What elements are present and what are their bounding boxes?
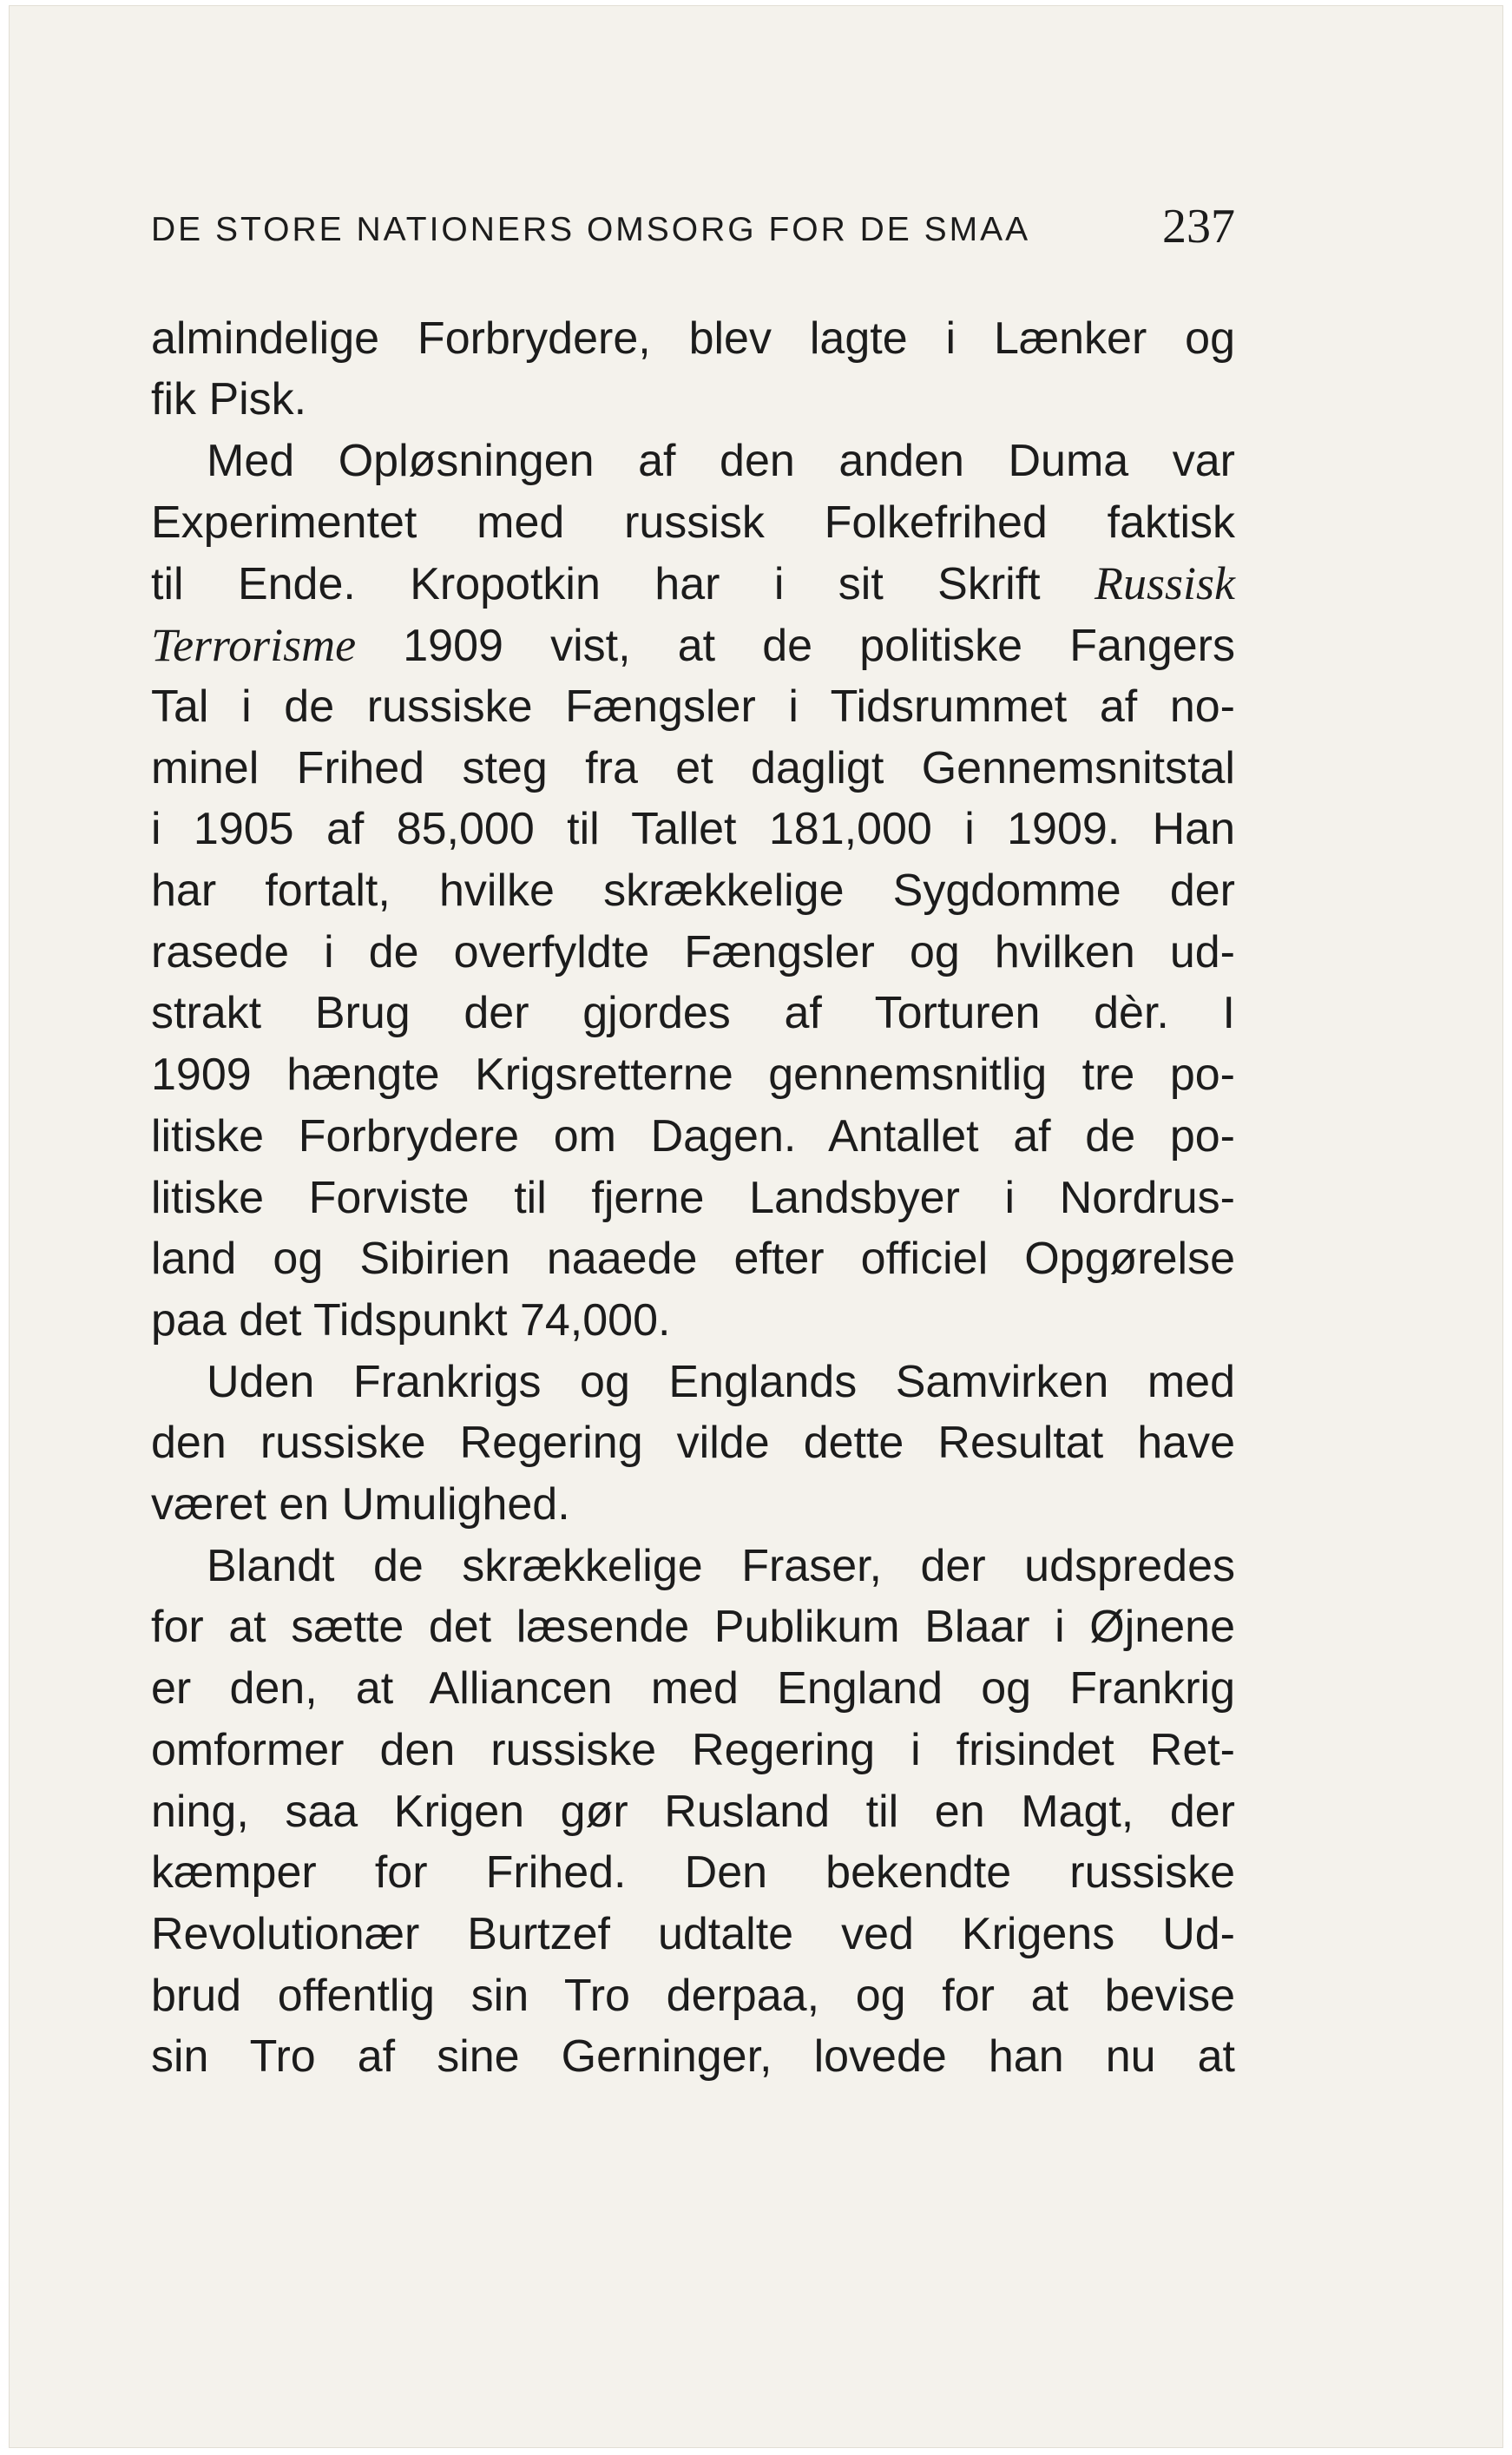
- text-line: litiske Forbrydere om Dagen. Antallet af de po-: [151, 1111, 1235, 1162]
- text-line: omformer den russiske Regering i frisindet Ret-: [151, 1725, 1235, 1775]
- book-page: [9, 5, 1503, 2448]
- text-line: brud offentlig sin Tro derpaa, og for at bevise: [151, 1971, 1235, 2021]
- text-line: kæmper for Frihed. Den bekendte russiske: [151, 1847, 1235, 1898]
- text-line: [151, 553, 1235, 614]
- text-line: Experimentet med russisk Folkefrihed faktisk: [151, 497, 1235, 548]
- text-fragment: til Ende. Kropotkin har i sit Skrift: [151, 559, 1041, 609]
- text-line: strakt Brug der gjordes af Torturen dèr. I: [151, 988, 1235, 1038]
- text-line: Tal i de russiske Fængsler i Tidsrummet af no-: [151, 681, 1235, 732]
- text-line: fik Pisk.: [151, 374, 307, 425]
- italic-title-fragment: Russisk: [1095, 557, 1235, 609]
- text-line: Revolutionær Burtzef udtalte ved Krigens Ud-: [151, 1909, 1235, 1959]
- text-line: for at sætte det læsende Publikum Blaar i Øjnene: [151, 1602, 1235, 1652]
- page-number: 237: [1162, 200, 1235, 253]
- text-line: i 1905 af 85,000 til Tallet 181,000 i 1909. Han: [151, 804, 1235, 854]
- text-line: sin Tro af sine Gerninger, lovede han nu at: [151, 2031, 1235, 2082]
- italic-title-fragment: Terrorisme: [151, 619, 357, 671]
- text-line: almindelige Forbrydere, blev lagte i Lænker og: [151, 313, 1235, 364]
- text-fragment: 1909 vist, at de politiske Fangers: [403, 621, 1235, 671]
- text-line: litiske Forviste til fjerne Landsbyer i Nordrus-: [151, 1173, 1235, 1223]
- text-line: er den, at Alliancen med England og Frankrig: [151, 1663, 1235, 1714]
- running-title: DE STORE NATIONERS OMSORG FOR DE SMAA: [151, 211, 1031, 248]
- text-line: 1909 hængte Krigsretterne gennemsnitlig tre po-: [151, 1050, 1235, 1100]
- text-line: ning, saa Krigen gør Rusland til en Magt, der: [151, 1787, 1235, 1837]
- text-line: paa det Tidspunkt 74,000.: [151, 1295, 671, 1346]
- text-line: Med Opløsningen af den anden Duma var: [207, 436, 1235, 486]
- text-line: rasede i de overfyldte Fængsler og hvilken ud-: [151, 927, 1235, 977]
- text-line: Uden Frankrigs og Englands Samvirken med: [207, 1357, 1235, 1407]
- text-line: [151, 615, 1235, 675]
- text-line: land og Sibirien naaede efter officiel Opgørelse: [151, 1234, 1235, 1284]
- text-line: Blandt de skrækkelige Fraser, der udspredes: [207, 1541, 1235, 1591]
- text-line: været en Umulighed.: [151, 1479, 570, 1530]
- running-head: [151, 199, 1235, 260]
- text-line: den russiske Regering vilde dette Resultat have: [151, 1418, 1235, 1468]
- text-line: har fortalt, hvilke skrækkelige Sygdomme der: [151, 866, 1235, 916]
- text-line: minel Frihed steg fra et dagligt Gennemsnitstal: [151, 743, 1235, 793]
